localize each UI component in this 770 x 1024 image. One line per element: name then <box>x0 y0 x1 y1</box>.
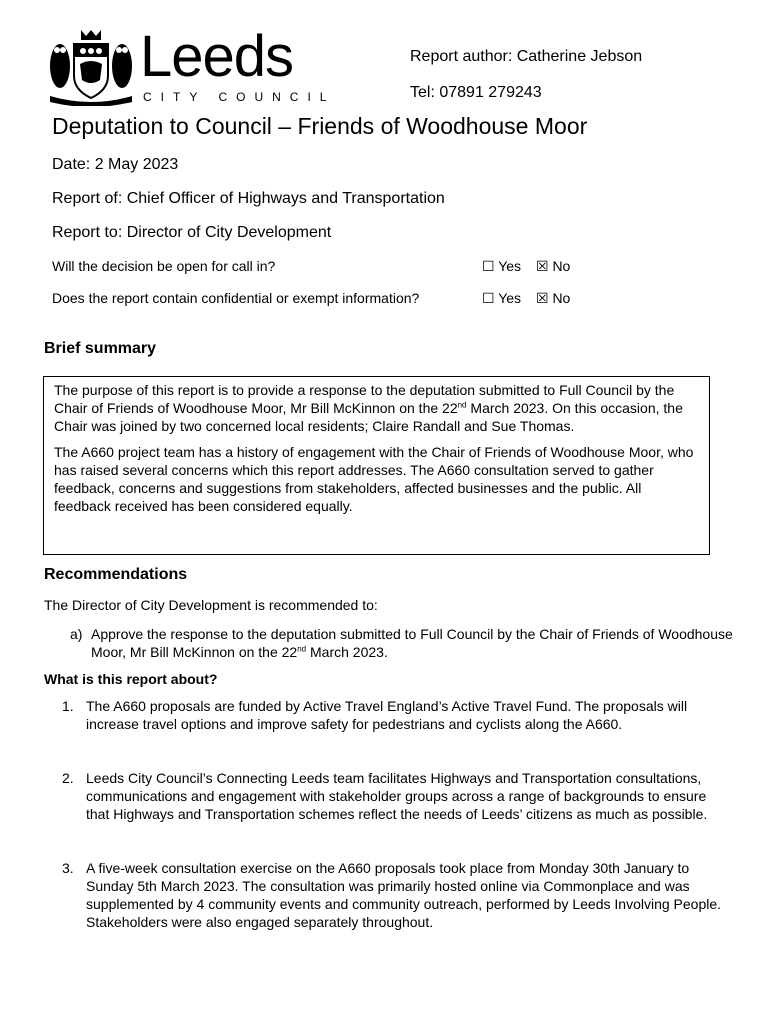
recommendation-text: Approve the response to the deputation submitted to Full Council by the Chair of Friends of Woodhouse Moor, Mr Bill McKinnon on the 22nd March 2023. <box>91 626 733 660</box>
logo-wordmark: Leeds <box>140 24 294 89</box>
brief-summary-box <box>43 376 710 555</box>
leeds-crest-icon <box>48 28 134 106</box>
recommendations-intro: The Director of City Development is recommended to: <box>44 597 378 613</box>
call-in-yes-checkbox[interactable]: ☐ Yes <box>482 258 522 274</box>
confidential-question: Does the report contain confidential or exempt information? <box>52 290 420 306</box>
confidential-yes-checkbox[interactable]: ☐ Yes <box>482 290 522 306</box>
recommendation-label: a) <box>70 626 83 642</box>
recommendations-heading: Recommendations <box>44 566 188 583</box>
page-title: Deputation to Council – Friends of Woodhouse Moor <box>52 113 588 139</box>
brief-summary-heading: Brief summary <box>44 340 157 357</box>
report-of: Report of: Chief Officer of Highways and Transportation <box>52 190 445 207</box>
summary-paragraph-1: The purpose of this report is to provide a response to the deputation submitted to Full Council by the Chair of Friends of Woodhouse Moor, Mr Bill McKinnon on the 22nd March 2023. On this occasion, the Chair was joined by two concerned local residents; Claire Randall and Sue Thomas. <box>54 382 683 434</box>
report-date: Date: 2 May 2023 <box>52 156 179 173</box>
about-heading: What is this report about? <box>44 671 218 687</box>
call-in-question: Will the decision be open for call in? <box>52 258 276 274</box>
confidential-no-checkbox[interactable]: ☒ No <box>536 290 571 306</box>
report-author: Report author: Catherine Jebson <box>410 48 643 65</box>
call-in-no-checkbox[interactable]: ☒ No <box>536 258 571 274</box>
summary-paragraph-2: The A660 project team has a history of engagement with the Chair of Friends of Woodhouse Moor, who has raised several concerns which this report addresses. The A660 consultation served to gather feedback, concerns and suggestions from stakeholders, affected businesses and the public. All feedback received has been considered equally. <box>54 444 694 514</box>
report-to: Report to: Director of City Development <box>52 224 332 241</box>
logo-subtitle: CITY COUNCIL <box>143 90 336 104</box>
report-telephone: Tel: 07891 279243 <box>410 84 542 101</box>
